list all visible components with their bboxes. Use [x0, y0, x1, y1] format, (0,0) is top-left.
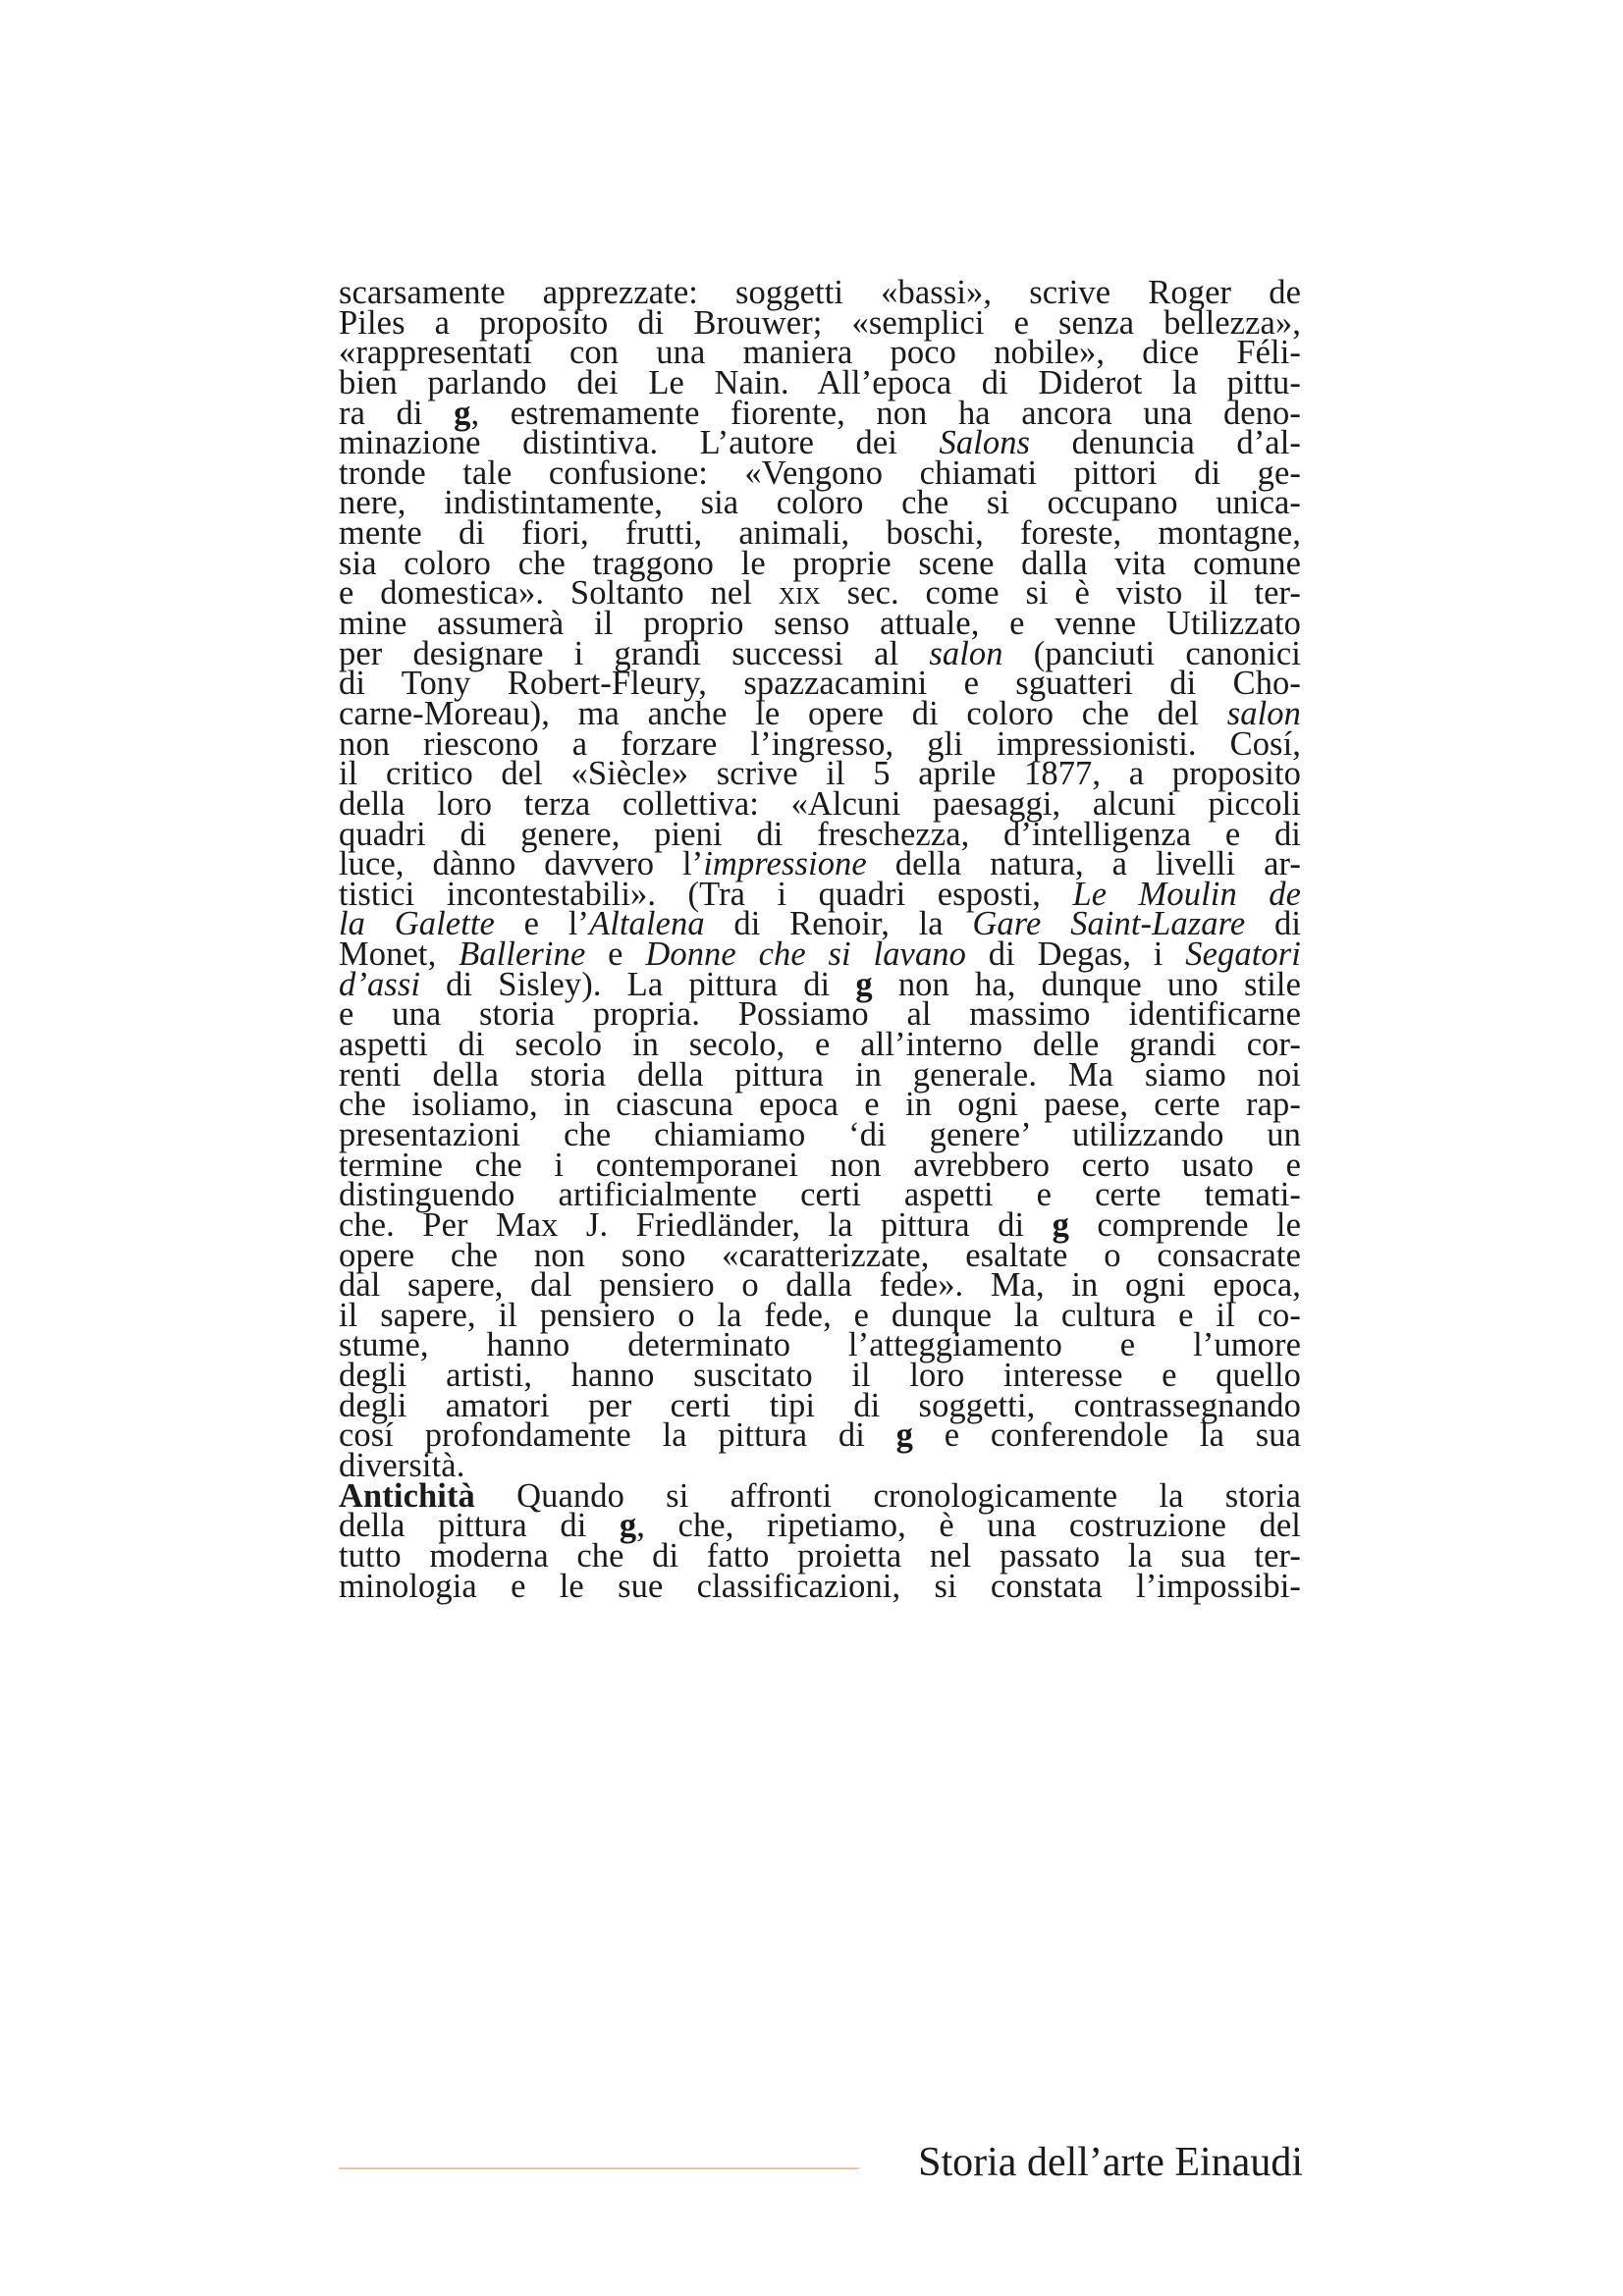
text-line: d’assi di Sisley). La pittura di g non ha, dunque uno stile [339, 965, 1301, 1003]
text-line: carne-Moreau), ma anche le opere di coloro che del salon [339, 694, 1301, 732]
text-line: Piles a proposito di Brouwer; «semplici e senza bellezza», [339, 303, 1301, 342]
body-text [339, 274, 1302, 1605]
text-line: luce, dànno davvero l’impressione della natura, a livelli ar- [339, 845, 1301, 883]
text-line: tronde tale confusione: «Vengono chiamati pittori di ge- [339, 454, 1301, 492]
work-title: Le Moulin de [1072, 875, 1301, 913]
text-line: mine assumerà il proprio senso attuale, e venne Utilizzato [339, 605, 1301, 643]
text-line: «rappresentati con una maniera poco nobile», dice Féli- [339, 334, 1301, 372]
text-line: renti della storia della pittura in generale. Ma siamo noi [339, 1055, 1301, 1094]
text-line: che isoliamo, in ciascuna epoca e in ogni paese, certe rap- [339, 1086, 1301, 1124]
text-line: minologia e le sue classificazioni, si constata l’impossibi- [339, 1567, 1301, 1605]
text-line: tistici incontestabili». (Tra i quadri esposti, Le Moulin de [339, 875, 1301, 913]
text-line: stume, hanno determinato l’atteggiamento e l’umore [339, 1326, 1301, 1364]
text-line: diversità. [339, 1446, 465, 1484]
work-title: Segatori [1185, 935, 1301, 974]
italic-term: salon [1226, 694, 1301, 732]
text-line: Antichità Quando si affronti cronologicamente la storia [339, 1476, 1301, 1515]
text-line: per designare i grandi successi al salon (panciuti canonici [339, 634, 1301, 672]
text-line: della pittura di g, che, ripetiamo, è una costruzione del [339, 1507, 1301, 1545]
text-line: scarsamente apprezzate: soggetti «bassi», scrive Roger de [339, 274, 1301, 311]
genre-abbrev: g [1052, 1205, 1069, 1244]
genre-abbrev: g [895, 1416, 914, 1455]
text-line: della loro terza collettiva: «Alcuni paesaggi, alcuni piccoli [339, 784, 1301, 823]
text-line: termine che i contemporanei non avrebbero certo usato e [339, 1146, 1301, 1184]
text-line: mente di fiori, frutti, animali, boschi, foreste, montagne, [339, 514, 1301, 553]
italic-term: salon [929, 634, 1003, 672]
text-line: tutto moderna che di fatto proietta nel passato la sua ter- [339, 1536, 1301, 1575]
text-line: dal sapere, dal pensiero o dalla fede». Ma, in ogni epoca, [339, 1266, 1301, 1305]
work-title: la Galette [339, 905, 495, 943]
footer-publication-title: Storia dell’arte Einaudi [918, 2140, 1303, 2185]
text-line: di Tony Robert-Fleury, spazzacamini e sguatteri di Cho- [339, 665, 1301, 703]
century-numeral: xix [778, 574, 821, 613]
text-line: cosí profondamente la pittura di g e conferendole la sua [339, 1416, 1301, 1455]
text-line: la Galette e l’Altalena di Renoir, la Gare Saint-Lazare di [339, 905, 1302, 943]
text-line: bien parlando dei Le Nain. All’epoca di Diderot la pittu- [339, 363, 1301, 401]
text-line: minazione distintiva. L’autore dei Salons denuncia d’al- [339, 424, 1301, 462]
text-line: quadri di genere, pieni di freschezza, d’intelligenza e di [339, 815, 1301, 853]
text-line: Monet, Ballerine e Donne che si lavano di Degas, i Segatori [339, 935, 1301, 974]
text-line: aspetti di secolo in secolo, e all’interno delle grandi cor- [339, 1026, 1301, 1064]
genre-abbrev: g [855, 965, 873, 1003]
text-line: opere che non sono «caratterizzate, esaltate o consacrate [339, 1236, 1301, 1274]
text-line: non riescono a forzare l’ingresso, gli impressionisti. Cosí, [339, 724, 1301, 763]
text-line: sia coloro che traggono le proprie scene dalla vita comune [339, 544, 1301, 582]
text-line: il critico del «Siècle» scrive il 5 aprile 1877, a proposito [339, 755, 1301, 793]
genre-abbrev: g [619, 1507, 637, 1545]
text-line: presentazioni che chiamiamo ‘di genere’ utilizzando un [339, 1115, 1301, 1153]
work-title: Salons [939, 424, 1031, 462]
work-title: d’assi [339, 965, 421, 1003]
italic-term: impressione [703, 845, 867, 883]
text-line: il sapere, il pensiero o la fede, e dunque la cultura e il co- [339, 1296, 1301, 1334]
text-line: e domestica». Soltanto nel xix sec. come si è visto il ter- [339, 574, 1301, 613]
work-title: Ballerine [459, 935, 586, 974]
section-heading: Antichità [339, 1476, 475, 1515]
text-line: distinguendo artificialmente certi aspetti e certe temati- [339, 1176, 1301, 1214]
text-line: che. Per Max J. Friedländer, la pittura di g comprende le [339, 1205, 1301, 1244]
text-line: ra di g, estremamente fiorente, non ha ancora una deno- [339, 394, 1301, 432]
text-line: e una storia propria. Possiamo al massimo identificarne [339, 995, 1301, 1034]
work-title: Donne che si lavano [645, 935, 967, 974]
footer-rule [339, 2167, 859, 2169]
work-title: Altalena [589, 905, 705, 943]
text-line: degli amatori per certi tipi di soggetti, contrassegnando [339, 1386, 1301, 1424]
work-title: Gare Saint-Lazare [972, 905, 1246, 943]
genre-abbrev: g [454, 394, 471, 432]
text-line: degli artisti, hanno suscitato il loro interesse e quello [339, 1357, 1301, 1395]
text-line: nere, indistintamente, sia coloro che si occupano unica- [339, 484, 1301, 522]
